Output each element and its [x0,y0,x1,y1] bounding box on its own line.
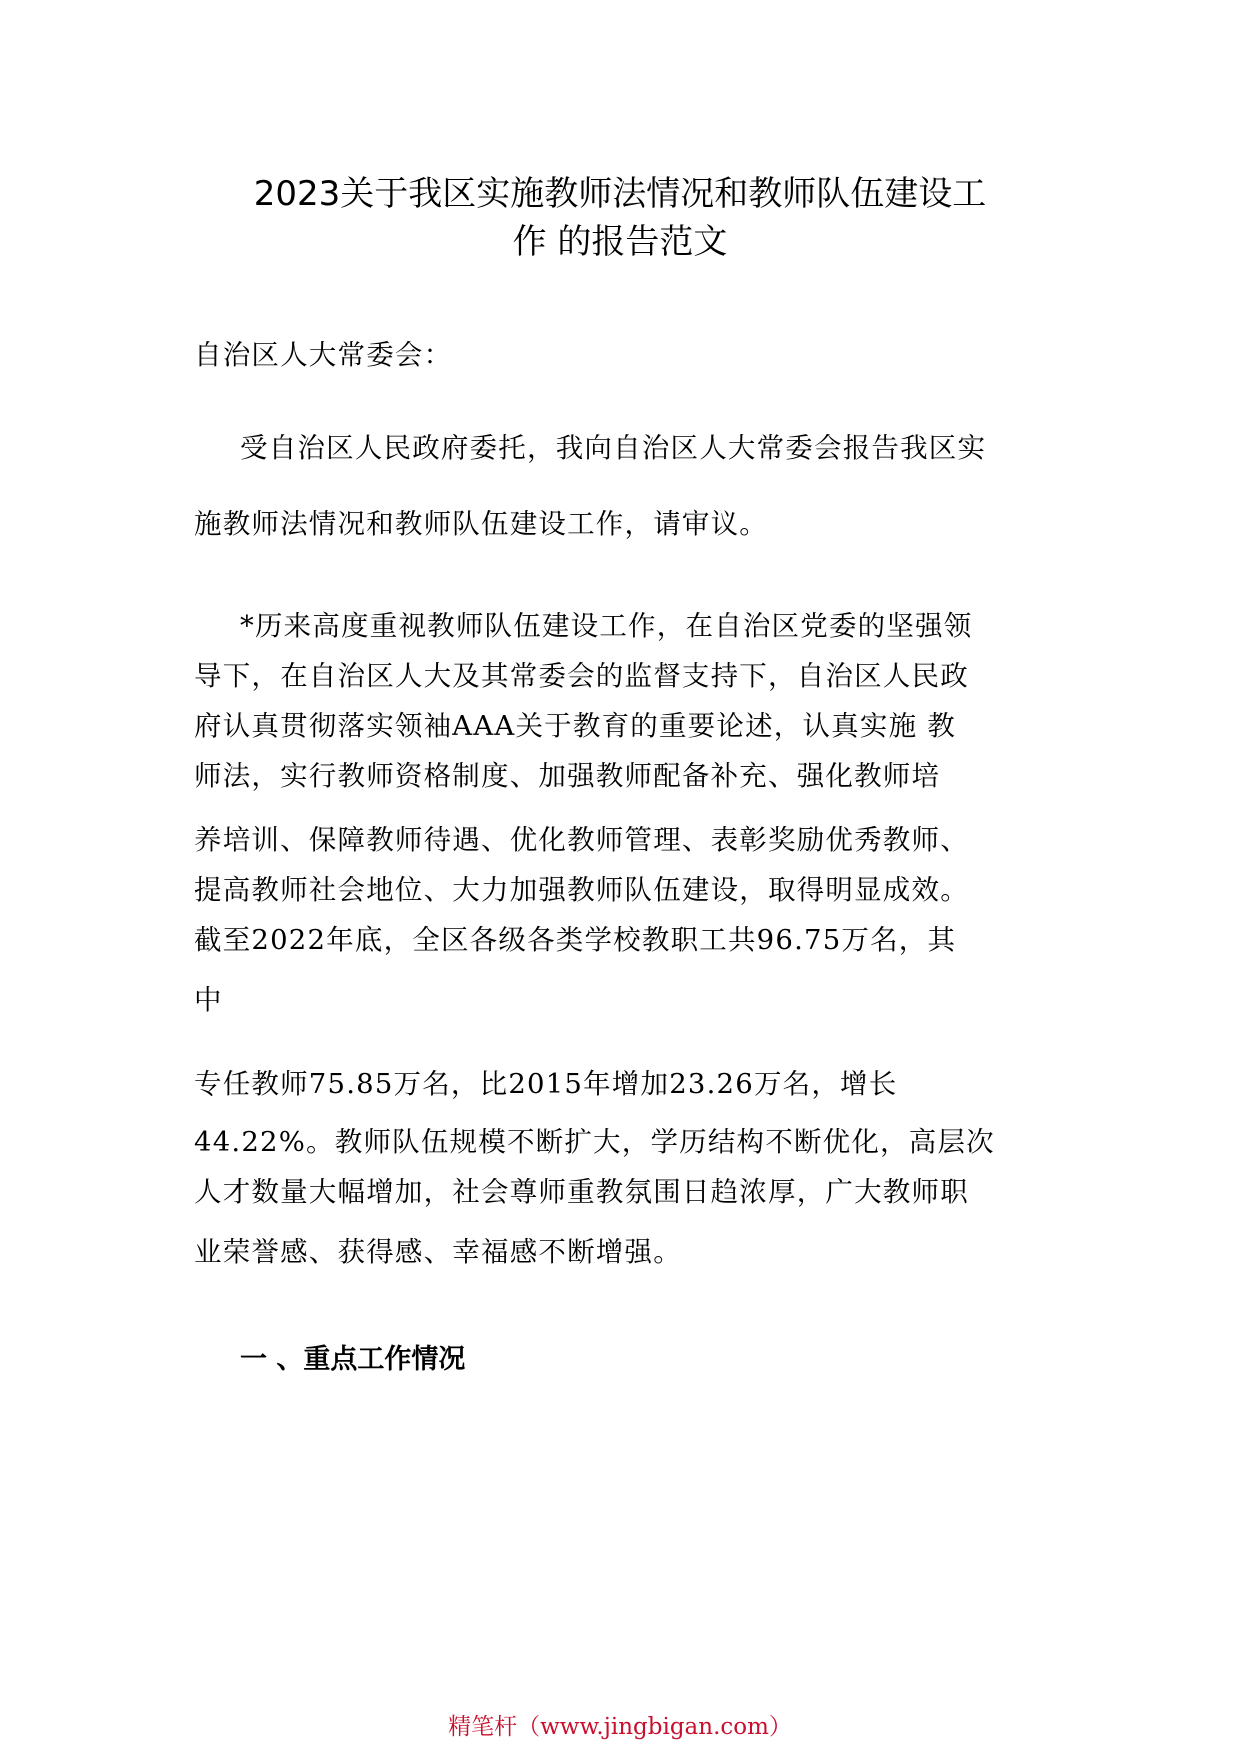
paragraph-2-line: 人才数量大幅增加，社会尊师重教氛围日趋浓厚，广大教师职 [194,1176,969,1208]
paragraph-2-line: 养培训、保障教师待遇、优化教师管理、表彰奖励优秀教师、 [194,824,969,856]
salutation: 自治区人大常委会： [194,339,453,371]
paragraph-2-line: 府认真贯彻落实领袖AAA关于教育的重要论述，认真实施 教 [194,710,956,742]
paragraph-2-line: 中 [194,984,223,1016]
paragraph-2-line: 师法，实行教师资格制度、加强教师配备补充、强化教师培 [194,760,941,792]
paragraph-2-line: 44.22%。教师队伍规模不断扩大，学历结构不断优化，高层次 [194,1126,995,1158]
document-title-line2: 作 的报告范文 [512,222,728,262]
paragraph-2-line: 导下，在自治区人大及其常委会的监督支持下，自治区人民政 [194,660,969,692]
paragraph-2-line: 截至2022年底，全区各级各类学校教职工共96.75万名，其 [194,924,957,956]
paragraph-2-line: 业荣誉感、获得感、幸福感不断增强。 [194,1236,682,1268]
section-heading: 一 、重点工作情况 [240,1344,466,1375]
paragraph-2-line: 提高教师社会地位、大力加强教师队伍建设，取得明显成效。 [194,874,969,906]
paragraph-1-line-1: 受自治区人民政府委托，我向自治区人大常委会报告我区实 [240,432,987,464]
footer-watermark-link[interactable]: 精笔杆（www.jingbigan.com） [448,1714,792,1740]
paragraph-2-line: *历来高度重视教师队伍建设工作，在自治区党委的坚强领 [240,610,973,642]
paragraph-1-line-2: 施教师法情况和教师队伍建设工作，请审议。 [194,508,768,540]
document-title-line1: 2023关于我区实施教师法情况和教师队伍建设工 [253,174,987,214]
paragraph-2-line: 专任教师75.85万名，比2015年增加23.26万名，增长 [194,1068,898,1100]
